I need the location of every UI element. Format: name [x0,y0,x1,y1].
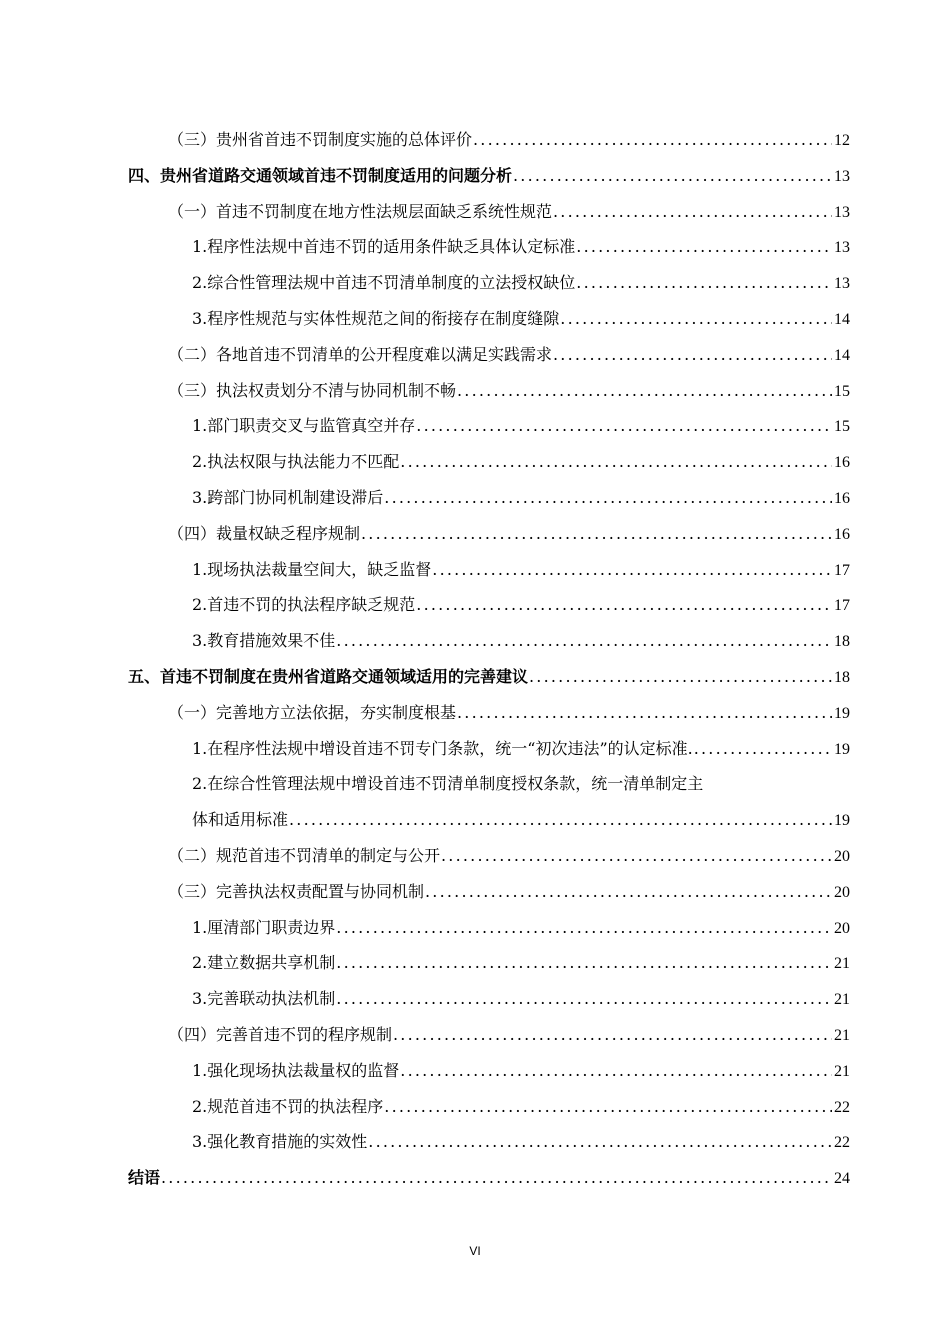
toc-leader-dots [393,1017,832,1053]
toc-entry[interactable] [0,373,950,409]
toc-entry-title: （三）完善执法权责配置与协同机制 [168,881,425,901]
toc-leader-dots [336,981,832,1017]
toc-leader-dots [425,874,832,910]
toc-entry-title: 2.首违不罚的执法程序缺乏规范 [192,595,416,615]
toc-entry-page: 21 [834,1026,850,1044]
toc-entry[interactable] [0,122,950,158]
toc-entry-title: 2.综合性管理法规中首违不罚清单制度的立法授权缺位 [192,273,576,293]
toc-entry[interactable] [0,1053,950,1089]
toc-entry-page: 16 [834,454,850,472]
toc-entry-page: 21 [834,991,850,1009]
toc-leader-dots [457,695,832,731]
toc-leader-dots [400,1053,832,1089]
toc-entry-page: 13 [834,239,850,257]
toc-entry-title: 3.跨部门协同机制建设滞后 [192,487,384,507]
toc-entry-page: 12 [834,132,850,149]
toc-leader-dots [400,444,832,480]
toc-entry-page: 22 [834,1098,850,1116]
toc-leader-dots [384,480,832,516]
toc-entry-page: 13 [834,203,850,221]
toc-entry-title: （三）执法权责划分不清与协同机制不畅 [168,380,457,400]
toc-entry-page: 14 [834,346,850,364]
toc-entry-page: 20 [834,919,850,937]
toc-leader-dots [336,945,832,981]
toc-entry[interactable] [0,1017,950,1053]
toc-leader-dots [553,337,832,373]
toc-entry[interactable] [0,194,950,230]
toc-leader-dots [361,516,832,552]
toc-entry[interactable] [0,623,950,659]
toc-entry-page: 14 [834,310,850,328]
toc-entry[interactable] [0,874,950,910]
toc-entry-page: 20 [834,883,850,901]
toc-entry[interactable] [0,1089,950,1125]
toc-leader-dots [416,587,832,623]
toc-entry[interactable] [0,659,950,695]
toc-entry-page: 16 [834,489,850,507]
toc-entry-title: 3.教育措施效果不佳 [192,631,336,651]
toc-leader-dots [289,802,832,838]
toc-entry[interactable] [0,731,950,767]
toc-leader-dots [576,265,832,301]
toc-leader-dots [560,301,832,337]
toc-entry-title: 1.在程序性法规中增设首违不罚专门条款，统一“初次违法”的认定标准. [192,738,693,758]
toc-entry[interactable] [0,910,950,946]
toc-entry-page: 16 [834,525,850,543]
toc-entry[interactable] [0,301,950,337]
toc-leader-dots [457,373,832,409]
toc-entry-title: 3.程序性规范与实体性规范之间的衔接存在制度缝隙 [192,308,560,328]
toc-entry-title: 2.执法权限与执法能力不匹配 [192,452,400,472]
toc-entry-page: 15 [834,382,850,400]
toc-leader-dots [384,1089,832,1125]
toc-entry-page: 20 [834,847,850,865]
toc-entry-title: 四、贵州省道路交通领域首违不罚制度适用的问题分析 [128,165,513,185]
toc-leader-dots [432,552,832,588]
toc-entry-page: 22 [834,1134,850,1152]
toc-entry-page: 21 [834,955,850,973]
toc-leader-dots [441,838,832,874]
toc-leader-dots [529,659,832,695]
toc-entry[interactable] [0,229,950,265]
toc-entry[interactable] [0,981,950,1017]
toc-entry[interactable] [0,1160,950,1196]
toc-entry-page: 24 [834,1170,850,1188]
toc-leader-dots [473,122,832,158]
toc-leader-dots [576,229,832,265]
toc-entry[interactable] [0,265,950,301]
table-of-contents [0,122,950,1196]
toc-entry-title-line1: 2.在综合性管理法规中增设首违不罚清单制度授权条款，统一清单制定主 [192,774,704,794]
toc-entry-page: 18 [834,633,850,651]
toc-entry-page: 15 [834,418,850,436]
toc-entry[interactable] [0,480,950,516]
toc-entry[interactable] [0,587,950,623]
toc-entry-title: 2.规范首违不罚的执法程序 [192,1096,384,1116]
page-number: VI [469,1244,481,1258]
toc-entry[interactable] [0,337,950,373]
toc-entry-title: 1.程序性法规中首违不罚的适用条件缺乏具体认定标准 [192,237,576,257]
toc-entry-title: 3.完善联动执法机制 [192,989,336,1009]
toc-entry[interactable] [0,516,950,552]
toc-entry-title: 1.厘清部门职责边界 [192,917,336,937]
toc-entry[interactable] [0,766,950,838]
toc-entry-title: （四）裁量权缺乏程序规制 [168,523,361,543]
toc-entry-title: 2.建立数据共享机制 [192,953,336,973]
toc-leader-dots [553,194,832,230]
toc-entry-page: 19 [834,812,850,830]
toc-leader-dots [161,1160,832,1196]
toc-leader-dots [336,623,832,659]
toc-entry-title: （一）完善地方立法依据，夯实制度根基 [168,702,457,722]
toc-entry[interactable] [0,838,950,874]
toc-leader-dots [336,910,832,946]
toc-entry-title: （四）完善首违不罚的程序规制 [168,1024,393,1044]
toc-entry-page: 17 [834,561,850,579]
toc-entry[interactable] [0,1124,950,1160]
toc-entry-title: （二）各地首违不罚清单的公开程度难以满足实践需求 [168,344,553,364]
toc-entry-title: 1.现场执法裁量空间大，缺乏监督 [192,559,432,579]
toc-entry[interactable] [0,408,950,444]
toc-entry-title: 1.部门职责交叉与监管真空并存 [192,416,416,436]
toc-leader-dots [513,158,832,194]
toc-entry-page: 18 [834,668,850,686]
toc-entry-page: 17 [834,597,850,615]
toc-leader-dots [416,408,832,444]
toc-leader-dots [694,731,832,767]
toc-entry-title: 3.强化教育措施的实效性 [192,1132,368,1152]
toc-entry-title: （三）贵州省首违不罚制度实施的总体评价 [168,130,473,149]
toc-entry-page: 13 [834,275,850,293]
toc-entry[interactable] [0,945,950,981]
toc-entry-page: 13 [834,167,850,185]
toc-entry[interactable] [0,695,950,731]
toc-entry-title: （一）首违不罚制度在地方性法规层面缺乏系统性规范 [168,201,553,221]
toc-entry-title: 结语 [128,1168,161,1188]
toc-entry[interactable] [0,444,950,480]
toc-entry-page: 19 [834,740,850,758]
toc-leader-dots [368,1124,832,1160]
toc-entry[interactable] [0,158,950,194]
toc-entry-page: 19 [834,704,850,722]
toc-entry-page: 21 [834,1062,850,1080]
toc-entry-title: （二）规范首违不罚清单的制定与公开 [168,845,441,865]
toc-entry-title: 体和适用标准 [192,810,289,830]
toc-entry[interactable] [0,552,950,588]
toc-entry-title: 1.强化现场执法裁量权的监督 [192,1060,400,1080]
toc-entry-title: 五、首违不罚制度在贵州省道路交通领域适用的完善建议 [128,666,529,686]
